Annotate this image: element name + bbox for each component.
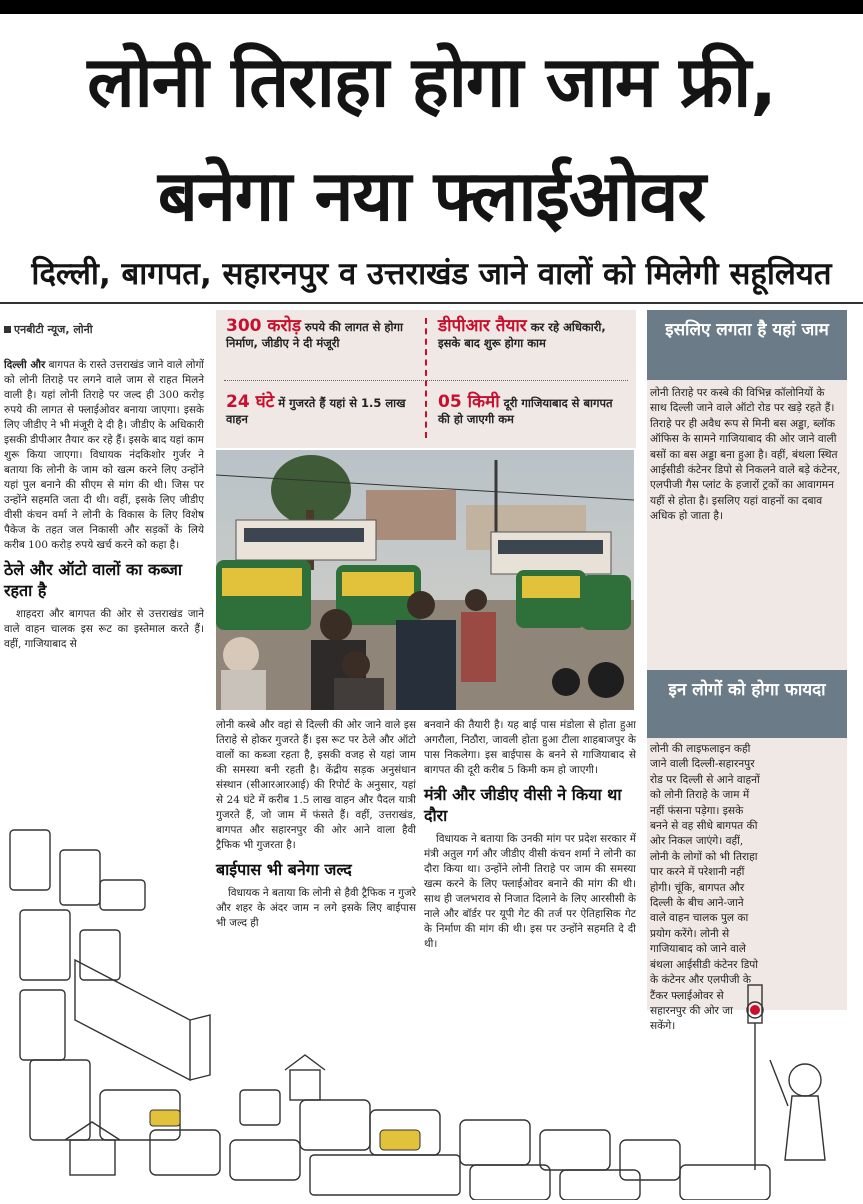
- stat-vehicles-text: में गुजरते हैं यहां से 1.5 लाख वाहन: [226, 396, 406, 426]
- traffic-photo-illustration: [216, 450, 634, 710]
- headline-line1: लोनी तिराहा होगा जाम फ्री,: [87, 41, 776, 123]
- sidebar-text-1: लोनी तिराहे पर कस्बे की विभिन्न कॉलोनियों के साथ दिल्ली जाने वाले ऑटो रोड पर खड़े रहते हैं। तिराहे पर ही अवैध रूप से मिनी बस अड्डा, ब्लॉक ऑफिस के सामने गाजियाबाद की ओर जाने वाली बसों का बस अड्डा बना हुआ है। वहीं, बंथला स्थित आईसीडी कंटेनर डिपो से निकलने वाले बड़े कंटेनर, एलपीजी गैस प्लांट के हजारों ट्रकों का आवागमन यहीं से होता है। इसलिए यहां वाहनों का दबाव अधिक हो जाता है।: [650, 387, 841, 523]
- top-black-bar: [0, 0, 863, 14]
- headline-line2: बनेगा नया फ्लाईओवर: [157, 155, 706, 237]
- stat-distance-value: 05 किमी: [438, 392, 500, 412]
- stat-dpr-value: डीपीआर तैयार: [438, 316, 527, 336]
- stats-box: [216, 310, 636, 448]
- byline-text: एनबीटी न्यूज, लोनी: [14, 323, 93, 336]
- stat-vehicles-value: 24 घंटे: [226, 392, 275, 412]
- square-bullet-icon: [4, 326, 11, 333]
- stat-cost-value: 300 करोड़: [226, 316, 301, 336]
- stat-vehicles: [226, 394, 416, 427]
- stat-dpr: [438, 318, 628, 351]
- col2-para1: लोनी कस्बे और वहां से दिल्ली की ओर जाने वाले इस तिराहे से होकर गुजरते हैं। इस रूट पर ठेले और ऑटो वालों का कब्जा रहता है, इसकी वजह से यहां जाम की समस्या बनी रहती है। केंद्रीय सड़क अनुसंधान संस्थान (सीआरआरआई) की रिपोर्ट के अनुसार, यहां से 24 घंटे में करीब 1.5 लाख वाहन और पैदल यात्री गुजरते हैं, जो जाम में फंसते हैं। वहीं, उत्तराखंड, बागपत और सहारनपुर की ओर आने वाला हैवी ट्रैफिक भी गुजरता है।: [216, 719, 416, 851]
- col3-para1: बनवाने की तैयारी है। यह बाई पास मंडोला से होता हुआ अगरौला, निठौरा, जावली होता हुआ टीला शाहबाजपुर के पास निकलेगा। इस बाईपास के बनने से गाजियाबाद से बागपत की दूरी करीब 5 किमी कम हो जाएगी।: [424, 719, 636, 776]
- col1-para1-text: बागपत के रास्ते उत्तराखंड जाने वाले लोगों को लोनी तिराहे पर लगने वाले जाम से राहत मिलने वाली है। यहां लोनी तिराहे पर जल्द ही 300 करोड़ रुपये की लागत से फ्लाईओवर बनाया जाएगा। इसके लिए जीडीए ने भी मंजूरी दे दी है। जीडीए के अधिकारी इसकी डीपीआर तैयार कर रहे हैं। इसके बाद यहां काम शुरू किया जाएगा। विधायक नंदकिशोर गुर्जर ने बताया कि लोनी के जाम को खत्म करने लिए उन्होंने यहां पुल बनाने की सीएम से मांग की थी। जिस पर उन्होंने सहमति जता दी थी। वहीं, इसके लिए जीडीए वीसी कंचन वर्मा ने लोनी के विकास के लिए विशेष पैकेज के तहत जल निकासी और सड़कों के लिये करीब 100 करोड़ रुपये खर्च करने को कहा है।: [4, 359, 204, 551]
- lead-bold: दिल्ली और: [4, 359, 46, 371]
- stats-divider-horizontal: [224, 380, 628, 381]
- stat-dpr-text: कर रहे अधिकारी, इसके बाद शुरू होगा काम: [438, 320, 606, 350]
- col3-para2: विधायक ने बताया कि उनकी मांग पर प्रदेश सरकार में मंत्री अतुल गर्ग और जीडीए वीसी कंचन शर्मा ने लोनी का दौरा किया था। उन्होंने लोनी तिराहे पर जाम की समस्या खत्म करने के लिए फ्लाईओवर बनाने की मांग की थी। साथ ही जलभराव से निजात दिलाने के लिए आरसीसी के नाले और बॉर्डर पर यूपी गेट की तर्ज पर ऐतिहासिक गेट के निर्माण की मांग की थी। इस पर उन्होंने सहमति दे दी थी।: [424, 833, 636, 950]
- traffic-jam-cartoon: [0, 760, 863, 1200]
- stat-distance: [438, 394, 628, 427]
- sidebar-heading-2: इन लोगों को होगा फायदा: [647, 670, 847, 738]
- col1-subhead: ठेले और ऑटो वालों का कब्जा रहता है: [4, 560, 182, 600]
- subheadline: दिल्ली, बागपत, सहारनपुर व उत्तराखंड जाने वालों को मिलेगी सहूलियत: [31, 256, 832, 292]
- stat-cost-text: रुपये की लागत से होगा निर्माण, जीडीए ने दी मंजूरी: [226, 320, 403, 350]
- stat-cost: [226, 318, 416, 351]
- stat-distance-text: दूरी गाजियाबाद से बागपत की हो जाएगी कम: [438, 396, 613, 426]
- traffic-photo: [216, 450, 634, 710]
- stats-divider-vertical: [425, 318, 427, 438]
- byline: [4, 322, 93, 337]
- sidebar-text-2: लोनी की लाइफलाइन कही जाने वाली दिल्ली-सहारनपुर रोड पर दिल्ली से आने वाहनों को लोनी तिराहे के जाम में नहीं फंसना पड़ेगा। इसके बनने से वह सीधे बागपत की ओर निकल जाएंगे। वहीं, लोनी के लोगों को भी तिराहा पार करने में परेशानी नहीं होगी। चूंकि, बागपत और दिल्ली के बीच आने-जाने वाले वाहन चालक पुल का प्रयोग करेंगे। लोनी से गाजियाबाद को जाने वाले बंथला आईसीडी कंटेनर डिपो के कंटेनर और एलपीजी के टैंकर फ्लाईओवर से सहारनपुर की ओर जा सकेंगे।: [650, 743, 760, 1033]
- col2-para2: विधायक ने बताया कि लोनी से हैवी ट्रैफिक न गुजरे और शहर के अंदर जाम न लगे इसके लिए बाईपास भी जल्द ही: [216, 887, 416, 929]
- traffic-cartoon-illustration: [0, 760, 863, 1200]
- col1-para2: शाहदरा और बागपत की ओर से उत्तराखंड जाने वाले वाहन चालक इस रूट का इस्तेमाल करते हैं। वहीं, गाजियाबाद से: [4, 608, 204, 650]
- headline-rule: [0, 302, 863, 304]
- col3-subhead: मंत्री और जीडीए वीसी ने किया था दौरा: [424, 785, 622, 825]
- sidebar-heading-1: इसलिए लगता है यहां जाम: [647, 310, 847, 380]
- article-column-1: [4, 358, 204, 654]
- col2-subhead: बाईपास भी बनेगा जल्द: [216, 860, 352, 879]
- col1-para1: [4, 358, 204, 553]
